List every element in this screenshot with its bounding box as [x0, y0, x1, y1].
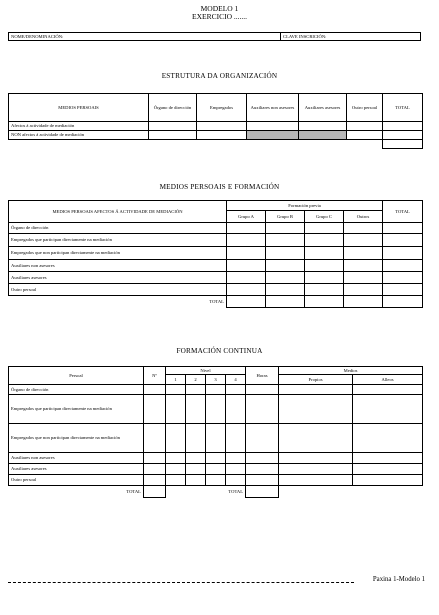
total-horas[interactable] — [246, 486, 279, 498]
shaded-cell — [299, 131, 347, 140]
col-medios-afectos: MEDIOS PERSOAIS AFECTOS Á ACTIVIDADE DE MEDIACIÓN — [9, 201, 227, 223]
row-label: Empregados que non participan directamente na mediación — [9, 247, 227, 260]
col-aux-ases: Auxiliares asesores — [299, 94, 347, 122]
table-row — [9, 131, 423, 140]
col-grupo-b: Grupo B — [266, 211, 305, 223]
table-row — [9, 385, 423, 395]
total-label: TOTAL — [126, 489, 141, 495]
col-nivel-4: 4 — [226, 375, 246, 385]
col-horas: Horas — [246, 367, 279, 385]
row-label: Outro persoal — [9, 475, 144, 486]
name-field[interactable]: NOME/DENOMINACIÓN: — [9, 33, 281, 41]
col-persoal: Persoal — [9, 367, 144, 385]
table-row — [9, 395, 423, 424]
row-label: NON afectos á actividade de mediación — [9, 131, 149, 140]
table-row — [9, 247, 423, 260]
row-label: Empregados que participan directamente na mediación — [9, 395, 144, 424]
exercise-label: EXERCICIO ....... — [192, 12, 247, 21]
col-total: TOTAL — [383, 201, 423, 223]
col-aux-non: Auxiliares non asesores — [247, 94, 299, 122]
model-title: MODELO 1 — [200, 4, 239, 13]
col-grupo-c: Grupo C — [305, 211, 344, 223]
col-propios: Propios — [279, 375, 353, 385]
total-label: TOTAL — [9, 296, 227, 308]
col-grupo-a: Grupo A — [227, 211, 266, 223]
col-empregados: Empregados — [197, 94, 247, 122]
row-label: Auxiliares asesores — [9, 272, 227, 284]
row-label: Auxiliares non asesores — [9, 260, 227, 272]
row-label: Órgano de dirección — [9, 385, 144, 395]
identification-table — [8, 32, 421, 41]
row-label: Outro persoal — [9, 284, 227, 296]
table-row — [9, 424, 423, 453]
col-medios: MEDIOS PERSOAIS — [9, 94, 149, 122]
col-nivel-1: 1 — [166, 375, 186, 385]
table-row — [9, 464, 423, 475]
col-formacion-previa: Formación previa — [227, 201, 383, 211]
shaded-cell — [247, 131, 299, 140]
page-footer: Paxina 1-Modelo 1 — [372, 576, 425, 583]
col-medios: Medios — [279, 367, 423, 375]
section-continuous-training-title: FORMACIÓN CONTINUA — [176, 347, 263, 355]
col-organo: Órgano de dirección — [149, 94, 197, 122]
table-row — [9, 453, 423, 464]
row-label: Afectos á actividade de mediación — [9, 122, 149, 131]
col-nivel: Nivel — [166, 367, 246, 375]
table-row — [9, 475, 423, 486]
table-row — [9, 223, 423, 234]
section-structure-title: ESTRUTURA DA ORGANIZACIÓN — [161, 72, 278, 80]
col-outro: Outro persoal — [347, 94, 383, 122]
training-table — [8, 200, 423, 308]
col-outros: Outros — [344, 211, 383, 223]
row-label: Auxiliares asesores — [9, 464, 144, 475]
row-label: Empregados que participan directamente na mediación — [9, 234, 227, 247]
col-num: Nº — [144, 367, 166, 385]
col-alleos: Alleos — [353, 375, 423, 385]
structure-grand-total[interactable] — [383, 140, 423, 149]
table-row — [9, 272, 423, 284]
col-nivel-3: 3 — [206, 375, 226, 385]
table-row — [9, 234, 423, 247]
registration-key-field[interactable]: CLAVE INSCRICIÓN: — [281, 33, 421, 41]
structure-table — [8, 93, 423, 149]
table-row — [9, 122, 423, 131]
col-total: TOTAL — [383, 94, 423, 122]
table-row — [9, 260, 423, 272]
continuous-training-table — [8, 366, 423, 498]
row-label: Órgano de dirección — [9, 223, 227, 234]
col-nivel-2: 2 — [186, 375, 206, 385]
total-num[interactable] — [144, 486, 166, 498]
section-training-title: MEDIOS PERSOAIS E FORMACIÓN — [159, 183, 280, 191]
row-label: Empregados que non participan directamente na mediación — [9, 424, 144, 453]
total-label: TOTAL — [228, 489, 244, 495]
row-label: Auxiliares non asesores — [9, 453, 144, 464]
table-row — [9, 284, 423, 296]
footer-rule — [8, 582, 354, 583]
